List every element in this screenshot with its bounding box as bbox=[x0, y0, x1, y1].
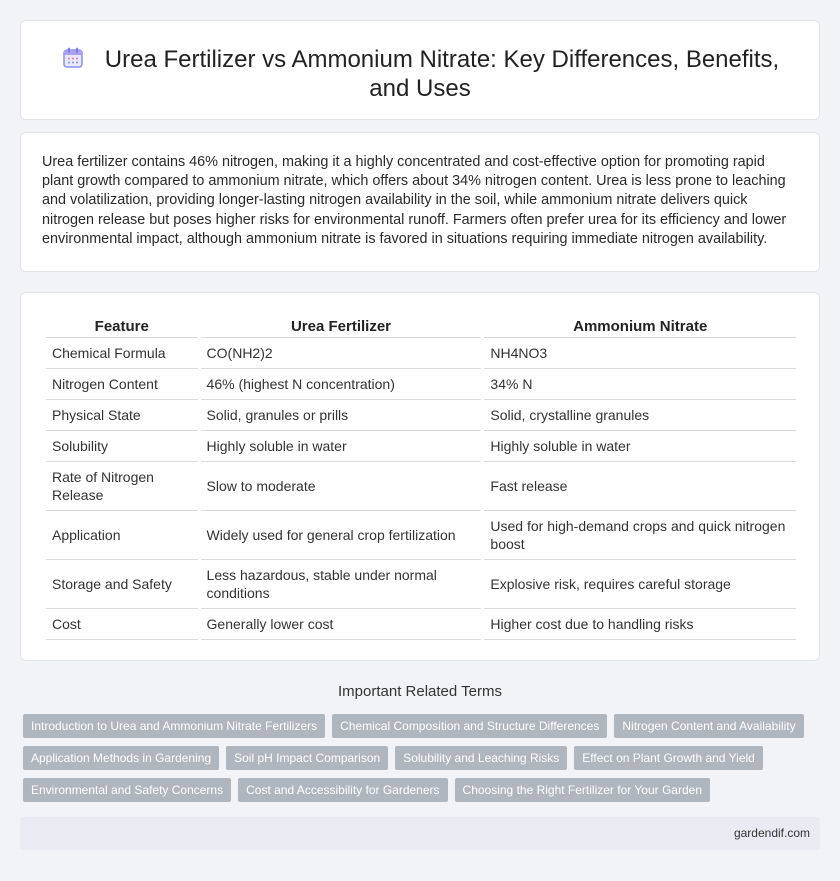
related-term-tag[interactable]: Introduction to Urea and Ammonium Nitrate Fertilizers bbox=[23, 714, 325, 738]
related-term-tag[interactable]: Solubility and Leaching Risks bbox=[395, 746, 567, 770]
ammonium-nitrate-cell: 34% N bbox=[484, 369, 796, 400]
footer-site-link[interactable]: gardendif.com bbox=[733, 826, 810, 840]
feature-cell: Nitrogen Content bbox=[46, 369, 198, 400]
related-terms-heading: Important Related Terms bbox=[338, 683, 502, 700]
related-terms-list bbox=[23, 714, 813, 802]
comparison-table bbox=[43, 316, 799, 640]
ammonium-nitrate-cell: Higher cost due to handling risks bbox=[484, 609, 796, 640]
table-row bbox=[46, 431, 796, 462]
related-term-tag[interactable]: Environmental and Safety Concerns bbox=[23, 778, 231, 802]
table-row bbox=[46, 369, 796, 400]
related-term-tag[interactable]: Choosing the Right Fertilizer for Your Garden bbox=[455, 778, 710, 802]
urea-cell: Generally lower cost bbox=[201, 609, 482, 640]
urea-cell: CO(NH2)2 bbox=[201, 338, 482, 369]
urea-cell: Widely used for general crop fertilization bbox=[201, 511, 482, 560]
calendar-icon bbox=[61, 46, 85, 70]
ammonium-nitrate-cell: Solid, crystalline granules bbox=[484, 400, 796, 431]
table-row bbox=[46, 338, 796, 369]
urea-cell: 46% (highest N concentration) bbox=[201, 369, 482, 400]
table-row bbox=[46, 400, 796, 431]
footer-bar bbox=[20, 817, 820, 850]
urea-cell: Highly soluble in water bbox=[201, 431, 482, 462]
table-row bbox=[46, 462, 796, 511]
feature-cell: Solubility bbox=[46, 431, 198, 462]
urea-cell: Slow to moderate bbox=[201, 462, 482, 511]
ammonium-nitrate-cell: Fast release bbox=[484, 462, 796, 511]
table-row bbox=[46, 560, 796, 609]
table-header-row bbox=[46, 316, 796, 338]
title-card bbox=[20, 20, 820, 120]
related-term-tag[interactable]: Nitrogen Content and Availability bbox=[614, 714, 803, 738]
comparison-card bbox=[20, 292, 820, 661]
feature-cell: Storage and Safety bbox=[46, 560, 198, 609]
related-term-tag[interactable]: Soil pH Impact Comparison bbox=[226, 746, 388, 770]
urea-cell: Less hazardous, stable under normal conditions bbox=[201, 560, 482, 609]
intro-card bbox=[20, 132, 820, 272]
urea-cell: Solid, granules or prills bbox=[201, 400, 482, 431]
ammonium-nitrate-cell: Highly soluble in water bbox=[484, 431, 796, 462]
ammonium-nitrate-cell: Used for high-demand crops and quick nitrogen boost bbox=[484, 511, 796, 560]
header-feature: Feature bbox=[46, 316, 198, 338]
related-term-tag[interactable]: Chemical Composition and Structure Differences bbox=[332, 714, 607, 738]
ammonium-nitrate-cell: NH4NO3 bbox=[484, 338, 796, 369]
feature-cell: Physical State bbox=[46, 400, 198, 431]
intro-paragraph: Urea fertilizer contains 46% nitrogen, making it a highly concentrated and cost-effective option for promoting rapid plant growth compared to ammonium nitrate, which offers about 34% nitrogen content. Urea is less prone to leaching and volatilization, providing longer-lasting nitrogen availability in the soil, while ammonium nitrate delivers quick nitrogen release but poses higher risks for environmental runoff. Farmers often prefer urea for its efficiency and lower environmental impact, although ammonium nitrate is favored in situations requiring immediate nitrogen availability. bbox=[42, 154, 787, 247]
related-term-tag[interactable]: Cost and Accessibility for Gardeners bbox=[238, 778, 447, 802]
table-row bbox=[46, 511, 796, 560]
page-title bbox=[21, 45, 819, 103]
feature-cell: Cost bbox=[46, 609, 198, 640]
feature-cell: Application bbox=[46, 511, 198, 560]
table-row bbox=[46, 609, 796, 640]
page-title-text: Urea Fertilizer vs Ammonium Nitrate: Key Differences, Benefits, and Uses bbox=[104, 46, 780, 102]
feature-cell: Chemical Formula bbox=[46, 338, 198, 369]
header-urea: Urea Fertilizer bbox=[201, 316, 482, 338]
header-ammonium-nitrate: Ammonium Nitrate bbox=[484, 316, 796, 338]
related-term-tag[interactable]: Application Methods in Gardening bbox=[23, 746, 219, 770]
ammonium-nitrate-cell: Explosive risk, requires careful storage bbox=[484, 560, 796, 609]
feature-cell: Rate of Nitrogen Release bbox=[46, 462, 198, 511]
related-term-tag[interactable]: Effect on Plant Growth and Yield bbox=[574, 746, 763, 770]
